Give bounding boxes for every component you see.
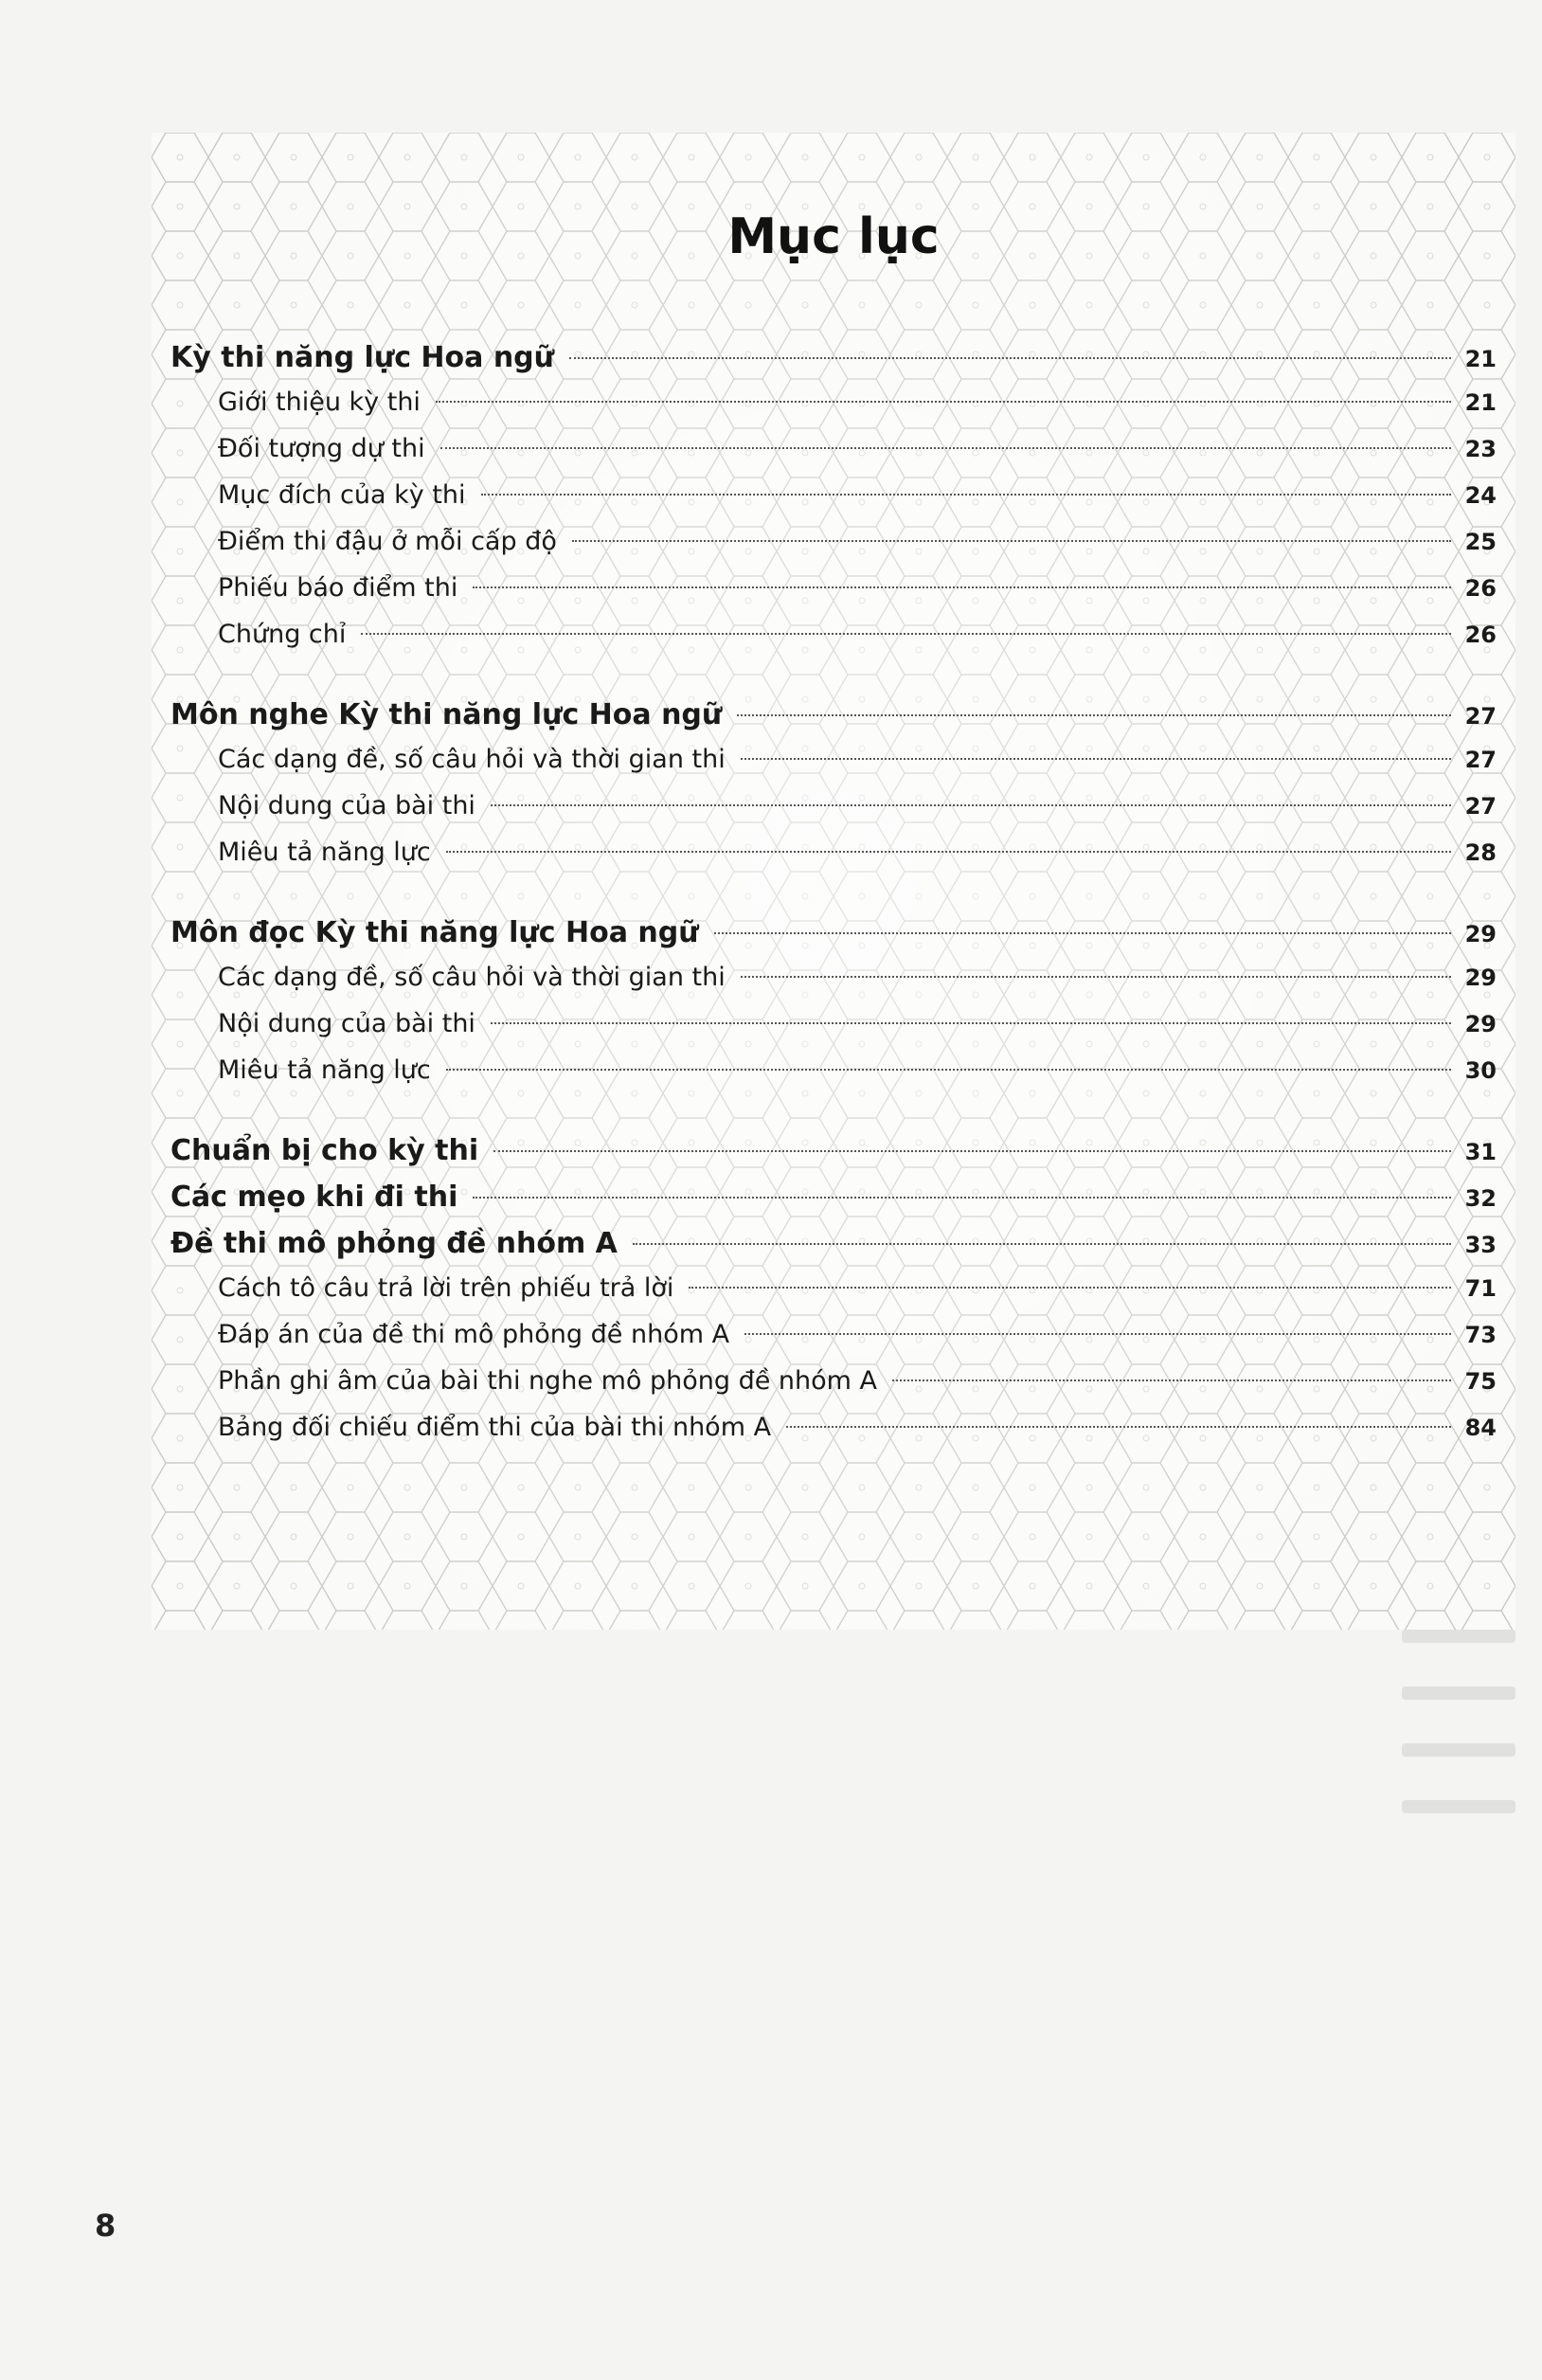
dot-leader bbox=[572, 540, 1451, 542]
page-ref: 28 bbox=[1464, 839, 1497, 866]
subsection-title: Giới thiệu kỳ thi bbox=[218, 388, 421, 417]
page-ref: 21 bbox=[1464, 389, 1497, 416]
subsection-title: Đối tượng dự thi bbox=[218, 434, 425, 463]
toc-sub-entry bbox=[170, 480, 1497, 527]
page-ref: 27 bbox=[1464, 747, 1497, 773]
toc-sub-entry bbox=[170, 1320, 1497, 1366]
toc-sub-entry bbox=[170, 838, 1497, 884]
toc-sub-entry bbox=[170, 527, 1497, 573]
subsection-title: Mục đích của kỳ thi bbox=[218, 480, 466, 510]
page-ref: 23 bbox=[1464, 436, 1497, 462]
dot-leader bbox=[741, 976, 1451, 978]
toc-sub-entry bbox=[170, 434, 1497, 480]
toc-sub-entry bbox=[170, 963, 1497, 1009]
dot-leader bbox=[569, 357, 1451, 359]
subsection-title: Phần ghi âm của bài thi nghe mô phỏng đề nhóm A bbox=[218, 1366, 878, 1396]
subsection-title: Nội dung của bài thi bbox=[218, 791, 475, 820]
dot-leader bbox=[481, 494, 1452, 496]
dot-leader bbox=[440, 447, 1451, 449]
toc-sub-entry bbox=[170, 1273, 1497, 1320]
subsection-title: Bảng đối chiếu điểm thi của bài thi nhóm A bbox=[218, 1413, 772, 1442]
page-ref: 29 bbox=[1464, 921, 1497, 947]
subsection-title: Chứng chỉ bbox=[218, 620, 347, 649]
page-ref: 21 bbox=[1464, 346, 1497, 372]
bleed-through-text bbox=[1402, 1630, 1515, 1876]
dot-leader bbox=[491, 804, 1451, 806]
subsection-title: Phiếu báo điểm thi bbox=[218, 573, 458, 603]
dot-leader bbox=[786, 1426, 1451, 1428]
dot-leader bbox=[744, 1333, 1451, 1335]
section-title: Các mẹo khi đi thi bbox=[170, 1181, 458, 1214]
dot-leader bbox=[436, 401, 1451, 403]
toc-sub-entry bbox=[170, 1413, 1497, 1459]
subsection-title: Điểm thi đậu ở mỗi cấp độ bbox=[218, 527, 557, 556]
page-ref: 32 bbox=[1464, 1185, 1497, 1212]
page-ref: 27 bbox=[1464, 703, 1497, 730]
subsection-title: Miêu tả năng lực bbox=[218, 1055, 431, 1085]
dot-leader bbox=[446, 1069, 1451, 1071]
dot-leader bbox=[473, 586, 1451, 588]
page-ref: 33 bbox=[1464, 1232, 1497, 1258]
toc-sub-entry bbox=[170, 791, 1497, 838]
page-ref: 73 bbox=[1464, 1322, 1497, 1348]
toc-section-entry bbox=[170, 1181, 1497, 1227]
toc-section-entry bbox=[170, 341, 1497, 388]
toc-sub-entry bbox=[170, 620, 1497, 666]
page-ref: 25 bbox=[1464, 529, 1497, 555]
page-ref: 24 bbox=[1464, 482, 1497, 509]
toc-sub-entry bbox=[170, 1055, 1497, 1102]
section-title: Kỳ thi năng lực Hoa ngữ bbox=[170, 341, 555, 374]
section-title: Môn đọc Kỳ thi năng lực Hoa ngữ bbox=[170, 916, 699, 949]
page-ref: 84 bbox=[1464, 1415, 1497, 1441]
dot-leader bbox=[633, 1243, 1451, 1245]
toc-section-entry bbox=[170, 1227, 1497, 1273]
page-ref: 29 bbox=[1464, 965, 1497, 991]
subsection-title: Cách tô câu trả lời trên phiếu trả lời bbox=[218, 1273, 674, 1303]
toc-sub-entry bbox=[170, 1009, 1497, 1055]
toc-list bbox=[170, 341, 1497, 1459]
dot-leader bbox=[446, 851, 1451, 853]
toc-section-entry bbox=[170, 698, 1497, 745]
page-ref: 71 bbox=[1464, 1275, 1497, 1302]
page-ref: 75 bbox=[1464, 1368, 1497, 1395]
dot-leader bbox=[473, 1197, 1451, 1199]
section-title: Môn nghe Kỳ thi năng lực Hoa ngữ bbox=[170, 698, 723, 731]
page-ref: 27 bbox=[1464, 793, 1497, 820]
page-title: Mục lục bbox=[727, 208, 940, 265]
toc-sub-entry bbox=[170, 745, 1497, 791]
dot-leader bbox=[737, 714, 1451, 716]
subsection-title: Miêu tả năng lực bbox=[218, 838, 431, 867]
page-ref: 30 bbox=[1464, 1057, 1497, 1084]
subsection-title: Các dạng đề, số câu hỏi và thời gian thi bbox=[218, 745, 726, 774]
subsection-title: Nội dung của bài thi bbox=[218, 1009, 475, 1038]
dot-leader bbox=[689, 1287, 1451, 1289]
page-ref: 26 bbox=[1464, 575, 1497, 602]
toc-sub-entry bbox=[170, 1366, 1497, 1413]
dot-leader bbox=[491, 1022, 1451, 1024]
toc-section-entry bbox=[170, 916, 1497, 963]
toc-sub-entry bbox=[170, 573, 1497, 620]
subsection-title: Đáp án của đề thi mô phỏng đề nhóm A bbox=[218, 1320, 730, 1349]
dot-leader bbox=[741, 758, 1451, 760]
dot-leader bbox=[892, 1379, 1451, 1381]
page-ref: 26 bbox=[1464, 622, 1497, 648]
section-title: Chuẩn bị cho kỳ thi bbox=[170, 1134, 479, 1167]
dot-leader bbox=[714, 932, 1451, 934]
page-number: 8 bbox=[95, 2208, 117, 2244]
section-title: Đề thi mô phỏng đề nhóm A bbox=[170, 1227, 618, 1260]
page-ref: 29 bbox=[1464, 1011, 1497, 1037]
toc-sub-entry bbox=[170, 388, 1497, 434]
dot-leader bbox=[361, 633, 1451, 635]
toc-section-entry bbox=[170, 1134, 1497, 1181]
page-ref: 31 bbox=[1464, 1139, 1497, 1165]
dot-leader bbox=[493, 1150, 1451, 1152]
subsection-title: Các dạng đề, số câu hỏi và thời gian thi bbox=[218, 963, 726, 992]
